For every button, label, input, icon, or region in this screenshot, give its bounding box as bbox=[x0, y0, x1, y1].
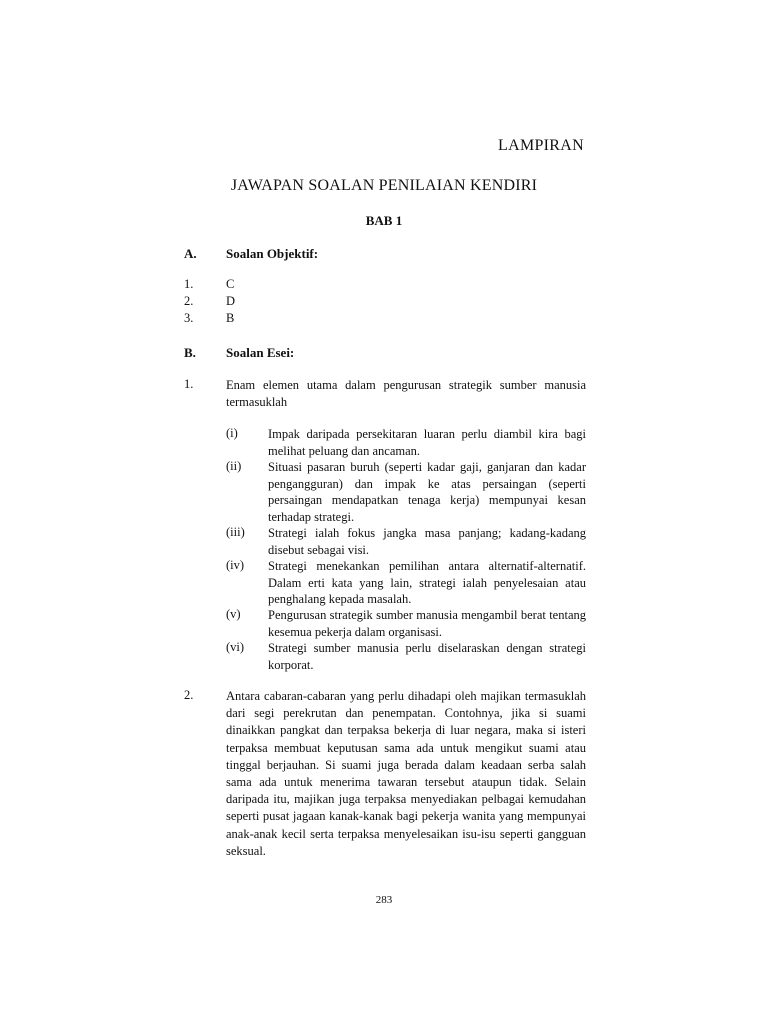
list-item-number: (iii) bbox=[226, 525, 245, 539]
essay-answer-paragraph: Antara cabaran-cabaran yang perlu dihadapi oleh majikan termasuklah dari segi perekrutan dan penempatan. Contohnya, jika si suami dinaikkan pangkat dan terpaksa bekerja di luar negara, maka si isteri terpaksa membuat keputusan sama ada untuk mengikut suami atau tinggal berjauhan. Si suami juga berada dalam keadaan serba salah sama ada untuk menerima tawaran tersebut ataupun tidak. Selain daripada itu, majikan juga terpaksa menyediakan pelbagai kemudahan seperti pusat jagaan kanak-kanak bagi pekerja wanita yang mempunyai anak-anak kecil serta terpaksa menyelesaikan isu-isu seperti gangguan seksual. bbox=[226, 689, 586, 858]
chapter-heading: BAB 1 bbox=[365, 213, 403, 228]
section-b-title: Soalan Esei: bbox=[226, 345, 295, 360]
essay-question-number: 2. bbox=[184, 688, 194, 702]
list-item-number: (i) bbox=[226, 426, 238, 440]
list-item-number: (ii) bbox=[226, 459, 242, 473]
list-item-text: Pengurusan strategik sumber manusia mengambil berat tentang kesemua pekerja dalam organisasi. bbox=[268, 608, 586, 639]
list-item-text: Impak daripada persekitaran luaran perlu diambil kira bagi melihat peluang dan ancaman. bbox=[268, 427, 586, 458]
essay-question-number: 1. bbox=[184, 377, 194, 391]
list-item-number: (iv) bbox=[226, 558, 245, 572]
objective-number: 2. bbox=[184, 294, 194, 308]
objective-answer: D bbox=[226, 294, 236, 308]
section-a-marker: A. bbox=[184, 246, 197, 261]
list-item-number: (v) bbox=[226, 607, 241, 621]
list-item-text: Strategi ialah fokus jangka masa panjang; kadang-kadang disebut sebagai visi. bbox=[268, 526, 586, 557]
list-item-text: Strategi sumber manusia perlu diselaraskan dengan strategi korporat. bbox=[268, 641, 586, 672]
appendix-heading: LAMPIRAN bbox=[498, 137, 584, 154]
objective-number: 3. bbox=[184, 311, 194, 325]
section-b-marker: B. bbox=[184, 345, 196, 360]
objective-answer: B bbox=[226, 311, 235, 325]
page-number: 283 bbox=[375, 894, 393, 906]
list-item-number: (vi) bbox=[226, 640, 245, 654]
objective-answer: C bbox=[226, 277, 235, 291]
section-a-title: Soalan Objektif: bbox=[226, 246, 319, 261]
essay-answer-intro: Enam elemen utama dalam pengurusan strategik sumber manusia termasuklah bbox=[226, 378, 586, 410]
list-item-text: Strategi menekankan pemilihan antara alternatif-alternatif. Dalam erti kata yang lain, strategi ialah penyelesaian atau penghalang kepada masalah. bbox=[268, 559, 586, 606]
objective-number: 1. bbox=[184, 277, 194, 291]
list-item-text: Situasi pasaran buruh (seperti kadar gaji, ganjaran dan kadar pengangguran) dan impak ke atas persaingan (seperti persaingan mendapatkan tenaga kerja) mempunyai kesan terhadap strategi. bbox=[268, 460, 586, 524]
page-title: JAWAPAN SOALAN PENILAIAN KENDIRI bbox=[230, 177, 538, 194]
